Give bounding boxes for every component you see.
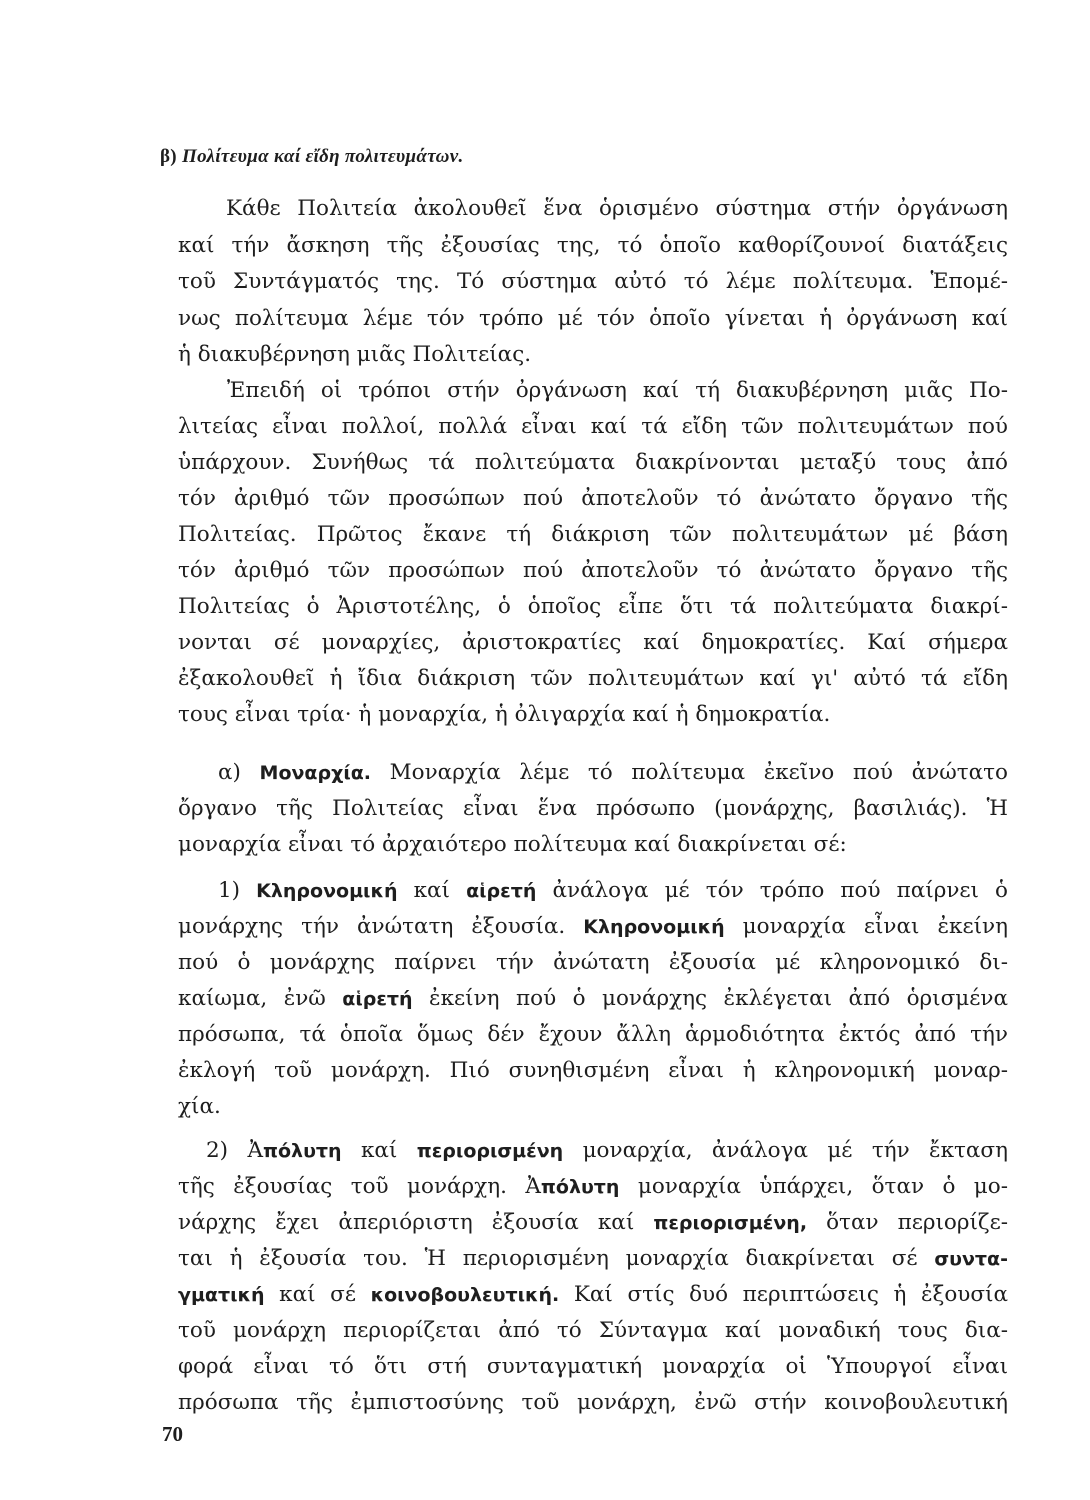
paragraph-line: Πολιτείας ὁ Ἀριστοτέλης, ὁ ὁποῖος εἶπε ὅτι τά πολιτεύματα διακρί-	[178, 594, 1008, 619]
paragraph-line: νονται σέ μοναρχίες, ἀριστοκρατίες καί δημοκρατίες. Καί σήμερα	[178, 630, 1008, 655]
bold-term: αἱρετή	[466, 880, 537, 902]
item2-line: πρόσωπα τῆς ἐμπιστοσύνης τοῦ μονάρχη, ἐνῶ στήν κοινοβουλευτική	[178, 1390, 1008, 1415]
item2-line: φορά εἶναι τό ὅτι στή συνταγματική μοναρχία οἱ Ὑπουργοί εἶναι	[178, 1354, 1008, 1379]
paragraph-line: τόν ἀριθμό τῶν προσώπων πού ἀποτελοῦν τό ἀνώτατο ὄργανο τῆς	[178, 558, 1008, 583]
item1-line: πρόσωπα, τά ὁποῖα ὅμως δέν ἔχουν ἄλλη ἁρμοδιότητα ἐκτός ἀπό τήν	[178, 1022, 1008, 1047]
item2-line: τῆς ἐξουσίας τοῦ μονάρχη. Ἀπόλυτη μοναρχία ὑπάρχει, ὅταν ὁ μο-	[178, 1174, 1008, 1199]
item1-line: μονάρχης τήν ἀνώτατη ἐξουσία. Κληρονομική μοναρχία εἶναι ἐκείνη	[178, 914, 1008, 939]
bold-term: πόλυτη	[540, 1176, 620, 1198]
paragraph-line: νως πολίτευμα λέμε τόν τρόπο μέ τόν ὁποῖο γίνεται ἡ ὀργάνωση καί	[178, 306, 1008, 331]
section-title: Πολίτευμα καί εἴδη πολιτευμάτων.	[182, 146, 464, 167]
paragraph-line: Κάθε Πολιτεία ἀκολουθεῖ ἕνα ὁρισμένο σύστημα στήν ὀργάνωση	[226, 196, 1008, 221]
paragraph-line: Ἐπειδή οἱ τρόποι στήν ὀργάνωση καί τή διακυβέρνηση μιᾶς Πο-	[227, 378, 1008, 403]
item2-line: ται ἡ ἐξουσία του. Ἡ περιορισμένη μοναρχία διακρίνεται σέ συντα-	[178, 1246, 1008, 1271]
bold-term: κοινοβουλευτική.	[370, 1284, 560, 1306]
paragraph-line: ἐξακολουθεῖ ἡ ἴδια διάκριση τῶν πολιτευμάτων καί γι' αὐτό τά εἴδη	[178, 666, 1008, 691]
paragraph-line: τοῦ Συντάγματός της. Τό σύστημα αὐτό τό λέμε πολίτευμα. Ἑπομέ-	[178, 269, 1008, 294]
bold-term: αἱρετή	[342, 988, 413, 1010]
paragraph-line: ἡ διακυβέρνηση μιᾶς Πολιτείας.	[178, 342, 532, 367]
item1-line: 1) Κληρονομική καί αἱρετή ἀνάλογα μέ τόν τρόπο πού παίρνει ὁ	[218, 878, 1009, 903]
paragraph-line: Πολιτείας. Πρῶτος ἔκανε τή διάκριση τῶν πολιτευμάτων μέ βάση	[178, 522, 1008, 547]
bold-term: πόλυτη	[262, 1140, 342, 1162]
monarchy-line: α) Μοναρχία. Μοναρχία λέμε τό πολίτευμα ἐκεῖνο πού ἀνώτατο	[218, 760, 1008, 785]
page-number: 70	[162, 1422, 183, 1446]
bold-term: συντα-	[934, 1248, 1008, 1270]
bold-term: περιορισμένη,	[653, 1212, 808, 1234]
bold-term: γματική	[178, 1284, 265, 1306]
monarchy-line: ὄργανο τῆς Πολιτείας εἶναι ἕνα πρόσωπο (μονάρχης, βασιλιάς). Ἡ	[178, 796, 1008, 821]
section-heading	[160, 146, 464, 168]
bold-term: Κληρονομική	[583, 916, 725, 938]
paragraph-line: ὑπάρχουν. Συνήθως τά πολιτεύματα διακρίνονται μεταξύ τους ἀπό	[178, 450, 1008, 475]
item2-line: τοῦ μονάρχη περιορίζεται ἀπό τό Σύνταγμα καί μοναδική τους δια-	[178, 1318, 1008, 1343]
paragraph-line: λιτείας εἶναι πολλοί, πολλά εἶναι καί τά εἴδη τῶν πολιτευμάτων πού	[178, 414, 1008, 439]
item1-line: χία.	[178, 1094, 221, 1119]
bold-term: Μοναρχία.	[259, 762, 372, 784]
item1-line: ἐκλογή τοῦ μονάρχη. Πιό συνηθισμένη εἶναι ἡ κληρονομική μοναρ-	[178, 1058, 1008, 1083]
paragraph-line: τόν ἀριθμό τῶν προσώπων πού ἀποτελοῦν τό ἀνώτατο ὄργανο τῆς	[178, 486, 1008, 511]
item1-line: πού ὁ μονάρχης παίρνει τήν ἀνώτατη ἐξουσία μέ κληρονομικό δι-	[178, 950, 1008, 975]
section-label: β)	[160, 146, 177, 167]
item2-line: 2) Ἀπόλυτη καί περιορισμένη μοναρχία, ἀνάλογα μέ τήν ἔκταση	[206, 1138, 1008, 1163]
item1-line: καίωμα, ἐνῶ αἱρετή ἐκείνη πού ὁ μονάρχης ἐκλέγεται ἀπό ὁρισμένα	[178, 986, 1008, 1011]
item2-line: νάρχης ἔχει ἀπεριόριστη ἐξουσία καί περιορισμένη, ὅταν περιορίζε-	[178, 1210, 1008, 1235]
monarchy-line: μοναρχία εἶναι τό ἀρχαιότερο πολίτευμα καί διακρίνεται σέ:	[178, 832, 847, 857]
bold-term: περιορισμένη	[416, 1140, 564, 1162]
paragraph-line: τους εἶναι τρία· ἡ μοναρχία, ἡ ὀλιγαρχία καί ἡ δημοκρατία.	[178, 702, 831, 727]
paragraph-line: καί τήν ἄσκηση τῆς ἐξουσίας της, τό ὁποῖο καθορίζουνοί διατάξεις	[178, 233, 1008, 258]
item2-line: γματική καί σέ κοινοβουλευτική. Καί στίς δυό περιπτώσεις ἡ ἐξουσία	[178, 1282, 1008, 1307]
bold-term: Κληρονομική	[256, 880, 398, 902]
